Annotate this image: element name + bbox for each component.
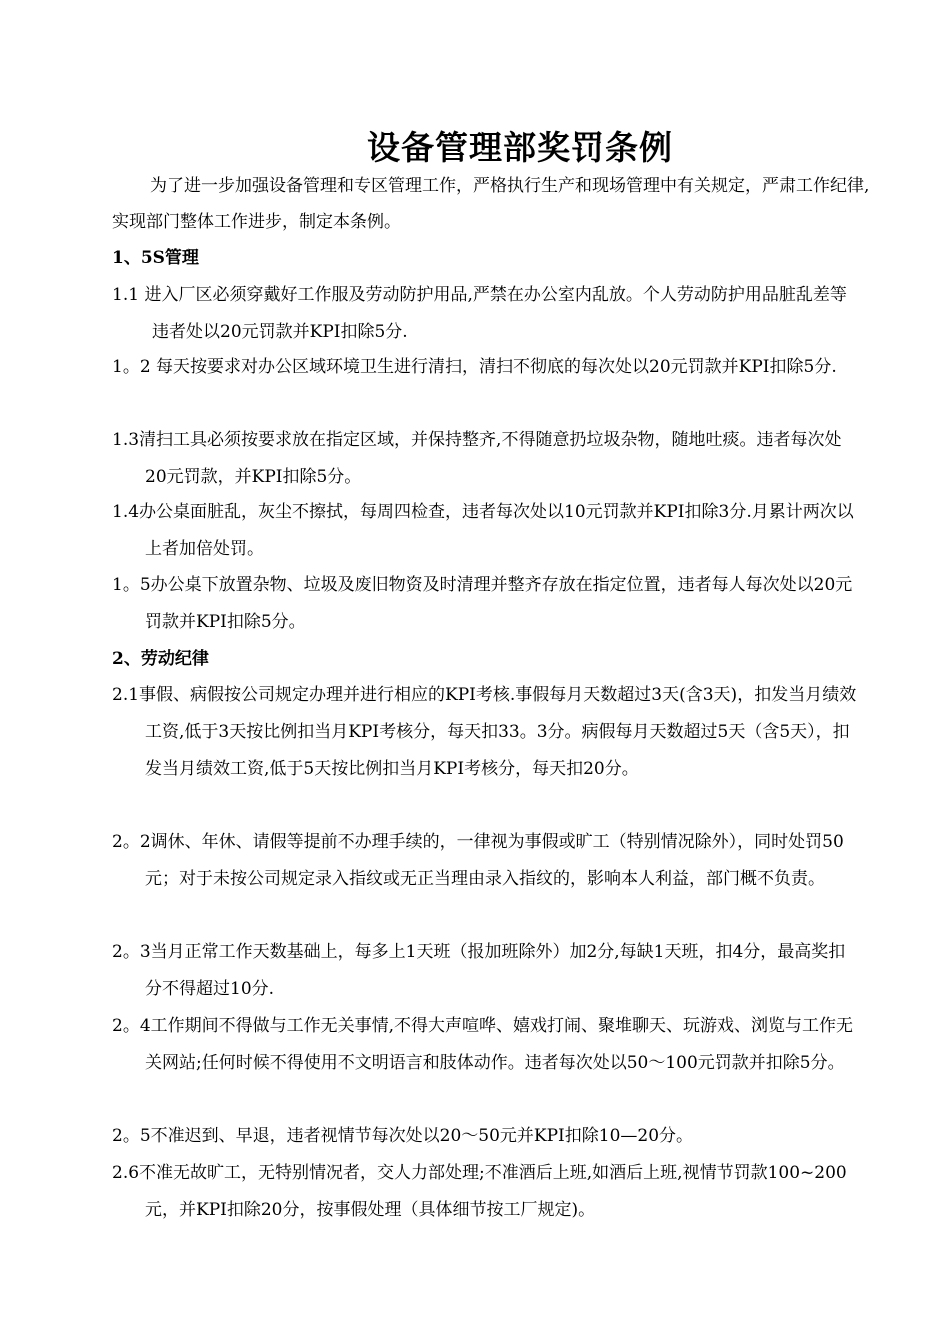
rule-1-4: 1.4办公桌面脏乱，灰尘不擦拭，每周四检查，违者每次处以10元罚款并KPI扣除3分.月累计两次以上者加倍处罚。 <box>112 502 854 559</box>
rule-1-5: 1。5办公桌下放置杂物、垃圾及废旧物资及时清理并整齐存放在指定位置，违者每人每次处以20元罚款并KPI扣除5分。 <box>112 575 853 632</box>
list-item <box>112 1118 862 1155</box>
rule-2-3: 2。3当月正常工作天数基础上，每多上1天班（报加班除外）加2分,每缺1天班，扣4分，最高奖扣分不得超过10分. <box>112 942 846 999</box>
list-item <box>112 422 862 496</box>
list-item <box>112 1008 862 1082</box>
list-item <box>112 277 862 351</box>
list-item <box>112 934 862 1008</box>
list-item <box>112 349 862 386</box>
intro-paragraph: 为了进一步加强设备管理和专区管理工作，严格执行生产和现场管理中有关规定，严肃工作纪律,实现部门整体工作进步，制定本条例。 <box>112 176 870 232</box>
rule-2-4: 2。4工作期间不得做与工作无关事情,不得大声喧哗、嬉戏打闹、聚堆聊天、玩游戏、浏览与工作无关网站;任何时候不得使用不文明语言和肢体动作。违者每次处以50～100元罚款并扣除5分。 <box>112 1016 854 1073</box>
list-item <box>112 1155 862 1229</box>
rule-1-3: 1.3清扫工具必须按要求放在指定区域，并保持整齐,不得随意扔垃圾杂物，随地吐痰。违者每次处20元罚款，并KPI扣除5分。 <box>112 430 842 487</box>
rule-1-1: 1.1 进入厂区必须穿戴好工作服及劳动防护用品,严禁在办公室内乱放。个人劳动防护用品脏乱差等违者处以20元罚款并KPI扣除5分. <box>112 285 847 342</box>
rule-2-2: 2。2调休、年休、请假等提前不办理手续的，一律视为事假或旷工（特别情况除外），同时处罚50元；对于未按公司规定录入指纹或无正当理由录入指纹的，影响本人利益，部门概不负责。 <box>112 832 844 889</box>
document-title: 设备管理部奖罚条例 <box>367 128 673 168</box>
list-item <box>112 494 862 568</box>
rule-2-6: 2.6不准无故旷工，无特别情况者，交人力部处理;不准酒后上班,如酒后上班,视情节罚款100~200元，并KPI扣除20分，按事假处理（具体细节按工厂规定)。 <box>112 1163 847 1220</box>
list-item <box>112 567 862 641</box>
section-heading-labor-discipline: 2、劳动纪律 <box>112 649 209 669</box>
list-item <box>112 677 862 788</box>
rule-2-1: 2.1事假、病假按公司规定办理并进行相应的KPI考核.事假每月天数超过3天(含3天)，扣发当月绩效工资,低于3天按比例扣当月KPI考核分，每天扣33。3分。病假每月天数超过5天（含5天），扣发当月绩效工资,低于5天按比例扣当月KPI考核分，每天扣20分。 <box>112 685 857 779</box>
section-heading-5s: 1、5S管理 <box>112 248 199 268</box>
rule-1-2: 1。2 每天按要求对办公区域环境卫生进行清扫，清扫不彻底的每次处以20元罚款并KPI扣除5分. <box>112 357 837 377</box>
list-item <box>112 824 862 898</box>
rule-2-5: 2。5不准迟到、早退，违者视情节每次处以20～50元并KPI扣除10—20分。 <box>112 1126 694 1146</box>
